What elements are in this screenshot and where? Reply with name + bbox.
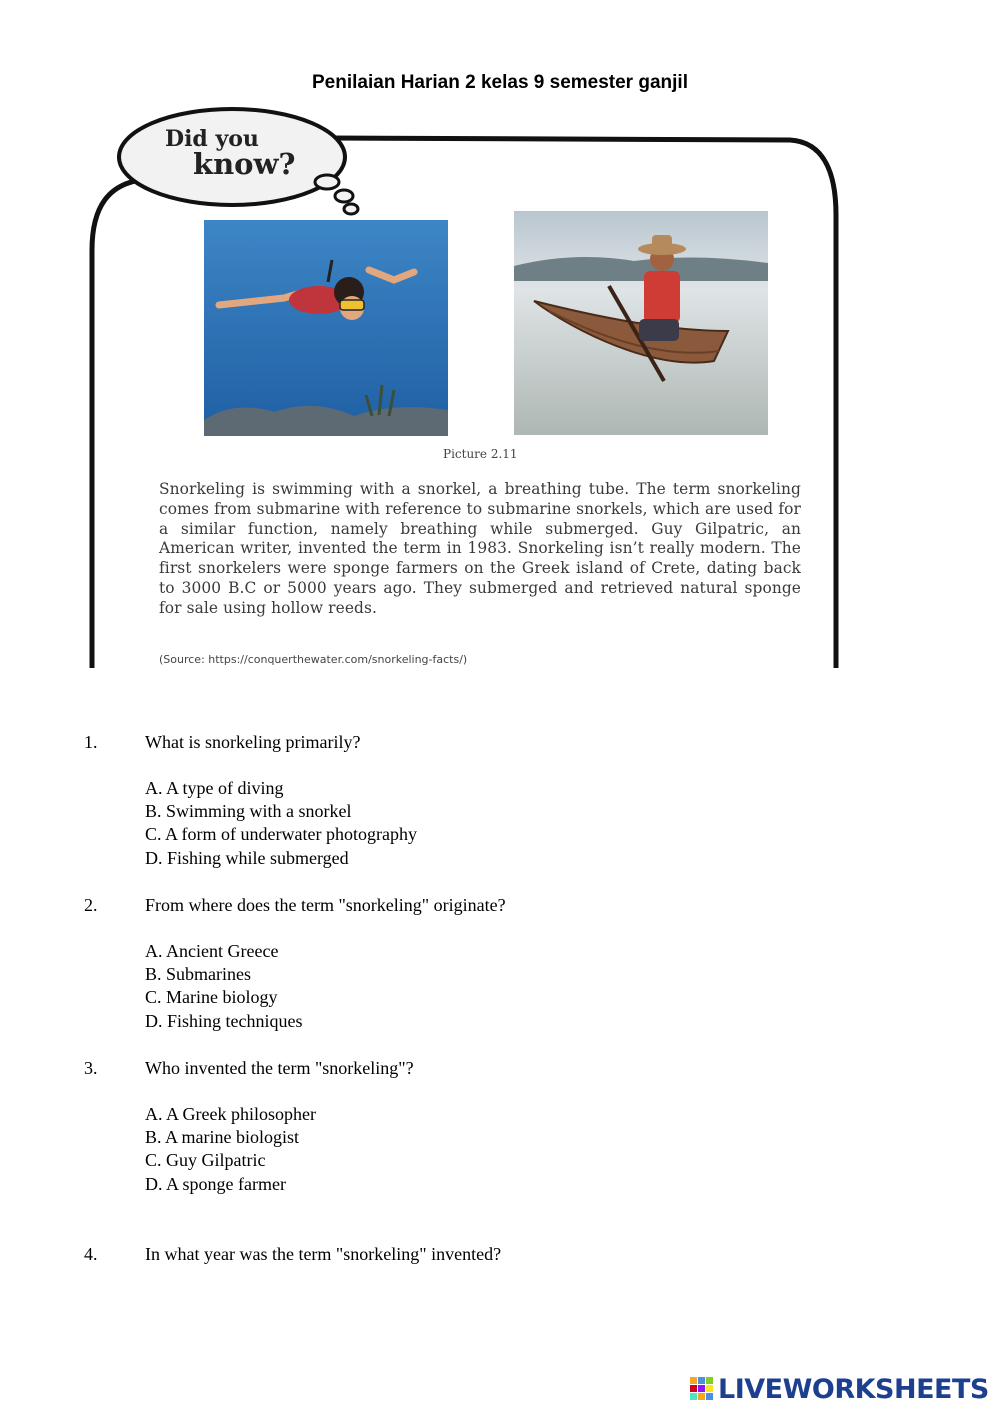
question-number: 3. xyxy=(84,1058,98,1078)
question-number: 4. xyxy=(84,1244,98,1264)
liveworksheets-logo-icon xyxy=(690,1377,714,1401)
canoe-picture xyxy=(514,211,768,435)
answer-option[interactable]: A. A Greek philosopher xyxy=(145,1104,316,1124)
reading-passage: Snorkeling is swimming with a snorkel, a breathing tube. The term snorkeling comes from submarine with reference to submarine snorkels, which are used for a similar function, namely breathing while submerged. Guy Gilpatric, an American writer, invented the term in 1983. Snorkeling isn’t really modern. The first snorkelers were sponge farmers on the Greek island of Crete, dating back to 3000 B.C or 5000 years ago. They submerged and retrieved natural sponge for sale using hollow reeds. xyxy=(159,480,801,617)
answer-option[interactable]: D. Fishing techniques xyxy=(145,1010,303,1031)
question-2-options xyxy=(145,940,303,1033)
page-title: Penilaian Harian 2 kelas 9 semester ganjil xyxy=(312,72,688,93)
passage-source: (Source: https://conquerthewater.com/snorkeling-facts/) xyxy=(159,653,468,666)
answer-option[interactable]: B. Swimming with a snorkel xyxy=(145,801,352,822)
did-you-know-bubble xyxy=(165,128,295,179)
picture-caption: Picture 2.11 xyxy=(443,447,518,461)
answer-option[interactable]: B. A marine biologist xyxy=(145,1127,300,1148)
answer-option[interactable]: A. Ancient Greece xyxy=(145,941,279,961)
bubble-line-1: Did you xyxy=(165,126,259,152)
question-number: 1. xyxy=(84,732,98,752)
answer-option[interactable]: C. Marine biology xyxy=(145,987,278,1008)
answer-option[interactable]: C. Guy Gilpatric xyxy=(145,1150,266,1171)
question-3-options xyxy=(145,1103,316,1196)
answer-option[interactable]: A. A type of diving xyxy=(145,778,284,798)
question-text: In what year was the term "snorkeling" invented? xyxy=(145,1244,502,1264)
question-text: From where does the term "snorkeling" originate? xyxy=(145,895,506,915)
answer-option[interactable]: C. A form of underwater photography xyxy=(145,824,417,845)
answer-option[interactable]: D. A sponge farmer xyxy=(145,1173,286,1194)
brand-name: LIVEWORKSHEETS xyxy=(718,1373,989,1405)
snorkeler-picture xyxy=(204,220,448,436)
answer-option[interactable]: B. Submarines xyxy=(145,964,251,985)
answer-option[interactable]: D. Fishing while submerged xyxy=(145,847,349,868)
question-text: Who invented the term "snorkeling"? xyxy=(145,1058,414,1078)
bubble-line-2: know? xyxy=(193,147,296,181)
question-number: 2. xyxy=(84,895,98,915)
liveworksheets-brand[interactable] xyxy=(690,1372,989,1406)
question-text: What is snorkeling primarily? xyxy=(145,732,361,752)
question-1-options xyxy=(145,777,417,870)
